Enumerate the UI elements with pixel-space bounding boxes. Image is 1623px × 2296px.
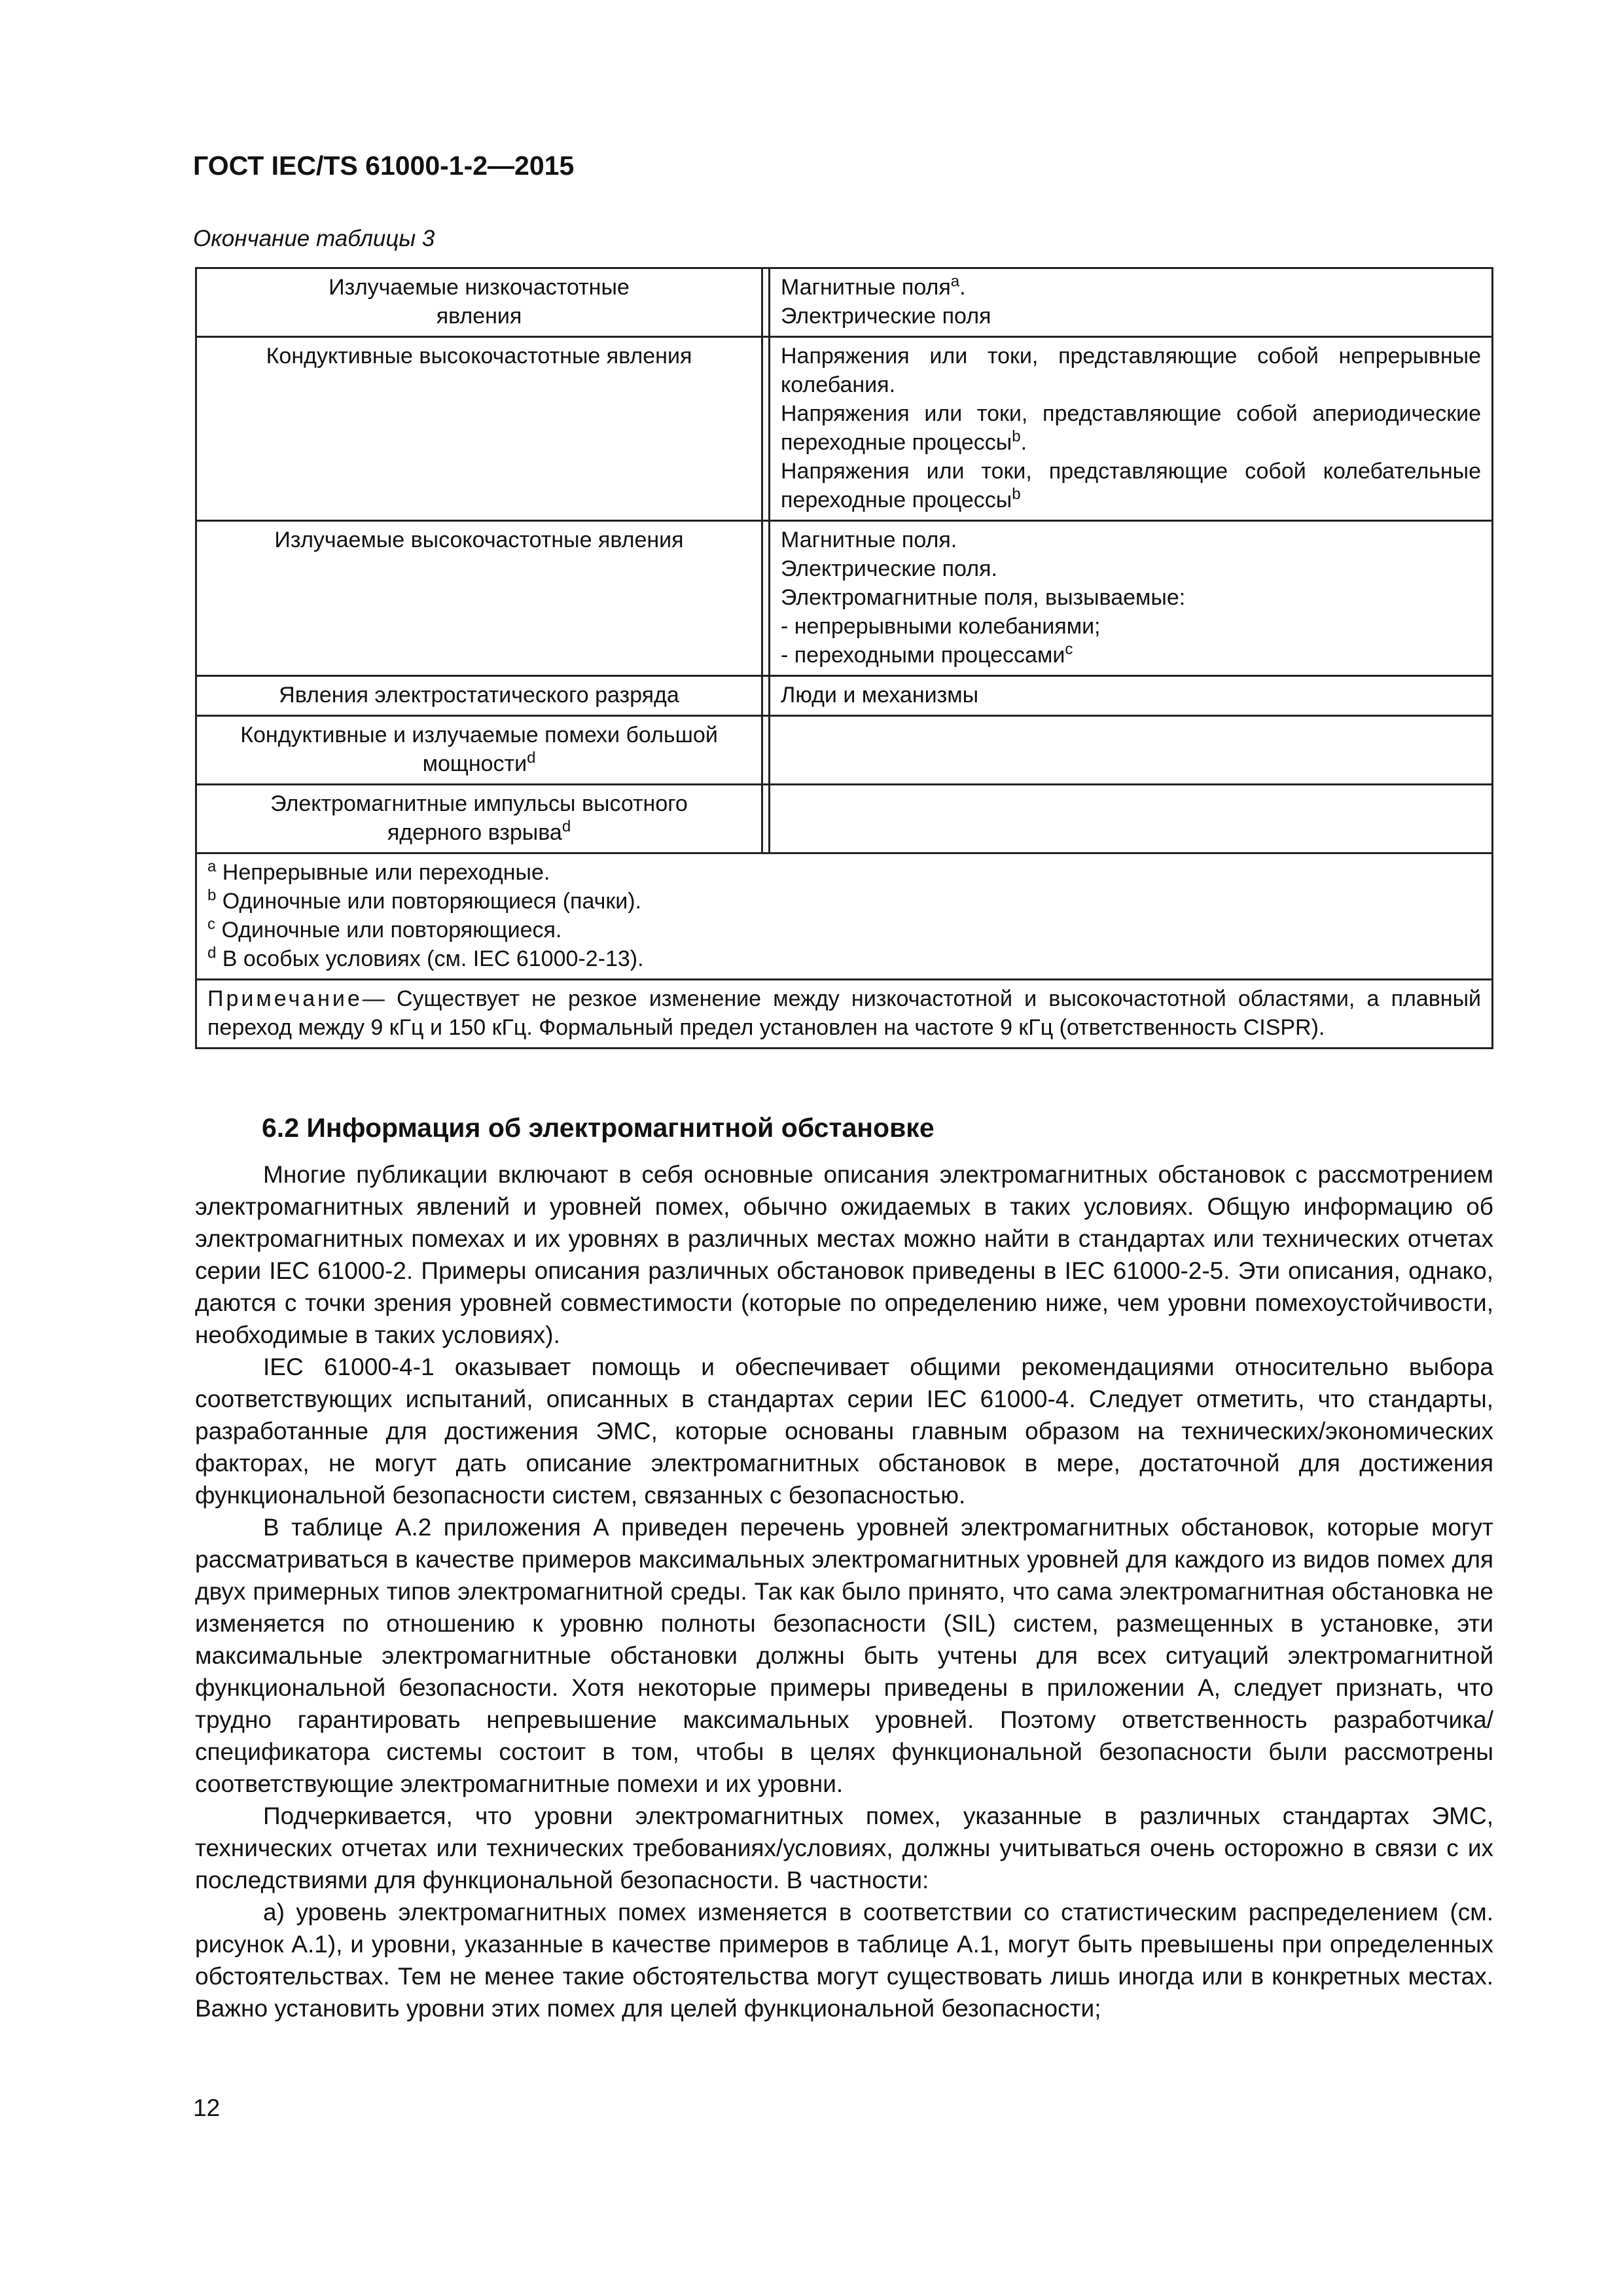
phenomenon-cell — [196, 337, 762, 521]
cell-line — [781, 302, 1481, 331]
cell-text: Напряжения или токи, представляющие собой непрерывные — [781, 344, 1481, 368]
cell-text: мощности — [422, 751, 527, 776]
cell-text: явления — [436, 304, 522, 329]
cell-line — [781, 612, 1481, 641]
coupling-cell — [770, 676, 1493, 716]
phenomenon-cell — [196, 716, 762, 785]
cell-text: Люди и механизмы — [781, 683, 979, 708]
phenomenon-cell — [196, 785, 762, 853]
cell-text: колебания. — [781, 372, 896, 397]
page-number: 12 — [193, 2094, 221, 2121]
cell-line — [781, 399, 1481, 428]
cell-text: . — [1020, 430, 1027, 455]
coupling-cell — [770, 337, 1493, 521]
cell-line — [781, 457, 1481, 486]
note-row — [196, 980, 1493, 1049]
cell-text: Электрические поля. — [781, 556, 997, 581]
cell-text: ядерного взрыва — [387, 820, 562, 845]
footnote-text: В особых условиях (см. IEC 61000-2-13). — [216, 946, 644, 971]
phenomenon-cell — [196, 268, 762, 337]
cell-text: Электромагнитные импульсы высотного — [270, 791, 688, 816]
cell-text: - переходными процессами — [781, 643, 1065, 668]
phenomenon-cell — [196, 521, 762, 676]
table-row — [196, 268, 1493, 337]
cell-line — [207, 526, 751, 554]
coupling-cell — [770, 521, 1493, 676]
cell-line — [207, 302, 751, 331]
cell-text: Электрические поля — [781, 304, 991, 329]
footnote-mark: d — [562, 817, 571, 836]
cell-text: Явления электростатического разряда — [279, 683, 679, 708]
note-text: — Существует не резкое изменение между низкочастотной и высокочастотной областями, а плавный переход между 9 кГц и 150 кГц. Формальный предел установлен на частоте 9 кГц (ответственность CISPR). — [207, 986, 1481, 1040]
cell-line — [781, 370, 1481, 399]
cell-line — [781, 641, 1481, 670]
footnote-mark: b — [1012, 485, 1021, 503]
footnote-mark: b — [207, 886, 217, 905]
cell-text: Кондуктивные высокочастотные явления — [266, 344, 692, 368]
cell-line — [207, 721, 751, 749]
cell-line — [781, 342, 1481, 370]
cell-text: переходные процессы — [781, 430, 1012, 455]
double-rule — [762, 337, 770, 521]
footnote — [207, 916, 1481, 944]
note-cell — [196, 980, 1493, 1049]
footnote — [207, 887, 1481, 916]
double-rule — [762, 521, 770, 676]
paragraph: В таблице А.2 приложения А приведен перечень уровней электромагнитных обстановок, которые могут рассматриваться в качестве примеров максимальных электромагнитных уровней для каждого из видов помех для двух примерных типов электромагнитной среды. Так как было принято, что сама электромагнитная обстановка не изменяется по отношению к уровню полноты безопасности (SIL) систем, размещенных в установке, эти максимальные электромагнитные обстановки должны быть учтены для всех ситуаций электромагнитной функциональной безопасности. Хотя некоторые примеры приведены в приложении А, следует признать, что трудно гарантировать непревышение максимальных уровней. Поэтому ответственность разработчика/спецификатора системы состоит в том, чтобы в целях функциональной безопасности были рассмотрены соответствующие электромагнитные помехи и их уровни. — [195, 1514, 1493, 1797]
double-rule — [762, 676, 770, 716]
paragraph: Подчеркивается, что уровни электромагнитных помех, указанные в различных стандартах ЭМС, технических отчетах или технических требованиях/условиях, должны учитываться очень осторожно в связи с их последствиями для функциональной безопасности. В частности: — [195, 1803, 1493, 1893]
list-item-paragraph: а) уровень электромагнитных помех изменяется в соответствии со статистическим распределением (см. рисунок А.1), и уровни, указанные в качестве примеров в таблице А.1, могут быть превышены при определенных обстоятельствах. Тем не менее такие обстоятельства могут существовать лишь иногда или в конкретных местах. Важно установить уровни этих помех для целей функциональной безопасности; — [195, 1899, 1493, 2022]
footnote-mark: b — [1012, 427, 1021, 446]
cell-line — [781, 554, 1481, 583]
double-rule — [762, 785, 770, 853]
footnote-mark: d — [527, 749, 536, 767]
cell-line — [781, 486, 1481, 514]
section-body — [195, 1158, 1493, 2024]
footnote-text: Одиночные или повторяющиеся (пачки). — [216, 889, 641, 914]
table-row — [196, 337, 1493, 521]
footnote — [207, 944, 1481, 973]
cell-line — [207, 749, 751, 778]
cell-line — [781, 526, 1481, 554]
footnote-mark: d — [207, 944, 217, 962]
cell-text: - непрерывными колебаниями; — [781, 614, 1101, 639]
cell-line — [207, 818, 751, 847]
coupling-cell — [770, 785, 1493, 853]
paragraph: IEC 61000-4-1 оказывает помощь и обеспечивает общими рекомендациями относительно выбора соответствующих испытаний, описанных в стандартах серии IEC 61000-4. Следует отметить, что стандарты, разработанные для достижения ЭМС, которые основаны главным образом на технических/экономических факторах, не могут дать описание электромагнитных обстановок в мере, достаточной для достижения функциональной безопасности систем, связанных с безопасностью. — [195, 1354, 1493, 1509]
table-row — [196, 716, 1493, 785]
document-code-header: ГОСТ IEC/TS 61000-1-2—2015 — [193, 151, 575, 181]
cell-line — [781, 681, 1481, 709]
table-3 — [195, 267, 1493, 1049]
cell-line — [781, 583, 1481, 612]
footnote-text: Непрерывные или переходные. — [216, 860, 550, 885]
double-rule — [762, 268, 770, 337]
cell-text: Излучаемые высокочастотные явления — [274, 528, 684, 552]
coupling-cell — [770, 268, 1493, 337]
table-row — [196, 785, 1493, 853]
cell-line — [781, 428, 1481, 457]
phenomenon-cell — [196, 676, 762, 716]
cell-text: Напряжения или токи, представляющие собой апериодические — [781, 401, 1481, 426]
section-title: 6.2 Информация об электромагнитной обстановке — [262, 1113, 935, 1143]
footnote-text: Одиночные или повторяющиеся. — [215, 918, 562, 942]
footnotes-row — [196, 853, 1493, 980]
double-rule — [762, 716, 770, 785]
cell-text: Электромагнитные поля, вызываемые: — [781, 585, 1186, 610]
table-caption: Окончание таблицы 3 — [193, 226, 435, 251]
cell-line — [207, 789, 751, 818]
footnote-mark: a — [950, 272, 960, 291]
cell-line — [207, 681, 751, 709]
footnote-mark: c — [1065, 640, 1073, 658]
coupling-cell — [770, 716, 1493, 785]
cell-text: Напряжения или токи, представляющие собой колебательные — [781, 459, 1481, 484]
cell-text: Магнитные поля — [781, 275, 951, 300]
cell-line — [207, 342, 751, 370]
cell-line — [207, 273, 751, 302]
cell-text: Кондуктивные и излучаемые помехи большой — [240, 723, 718, 747]
cell-text: Излучаемые низкочастотные — [329, 275, 630, 300]
cell-text: Магнитные поля. — [781, 528, 957, 552]
footnote-mark: c — [207, 915, 215, 933]
cell-text: переходные процессы — [781, 488, 1012, 512]
paragraph: Многие публикации включают в себя основные описания электромагнитных обстановок с рассмотрением электромагнитных явлений и уровней помех, обычно ожидаемых в таких условиях. Общую информацию об электромагнитных помехах и их уровнях в различных местах можно найти в стандартах или технических отчетах серии IEC 61000-2. Примеры описания различных обстановок приведены в IEC 61000-2-5. Эти описания, однако, даются с точки зрения уровней совместимости (которые по определению ниже, чем уровни помехоустойчивости, необходимые в таких условиях). — [195, 1161, 1493, 1348]
footnotes-cell — [196, 853, 1493, 980]
cell-text: . — [959, 275, 966, 300]
cell-line — [781, 273, 1481, 302]
table-row — [196, 676, 1493, 716]
footnote — [207, 858, 1481, 887]
table-row — [196, 521, 1493, 676]
note-label: Примечание — [207, 986, 363, 1011]
footnote-mark: a — [207, 857, 217, 876]
